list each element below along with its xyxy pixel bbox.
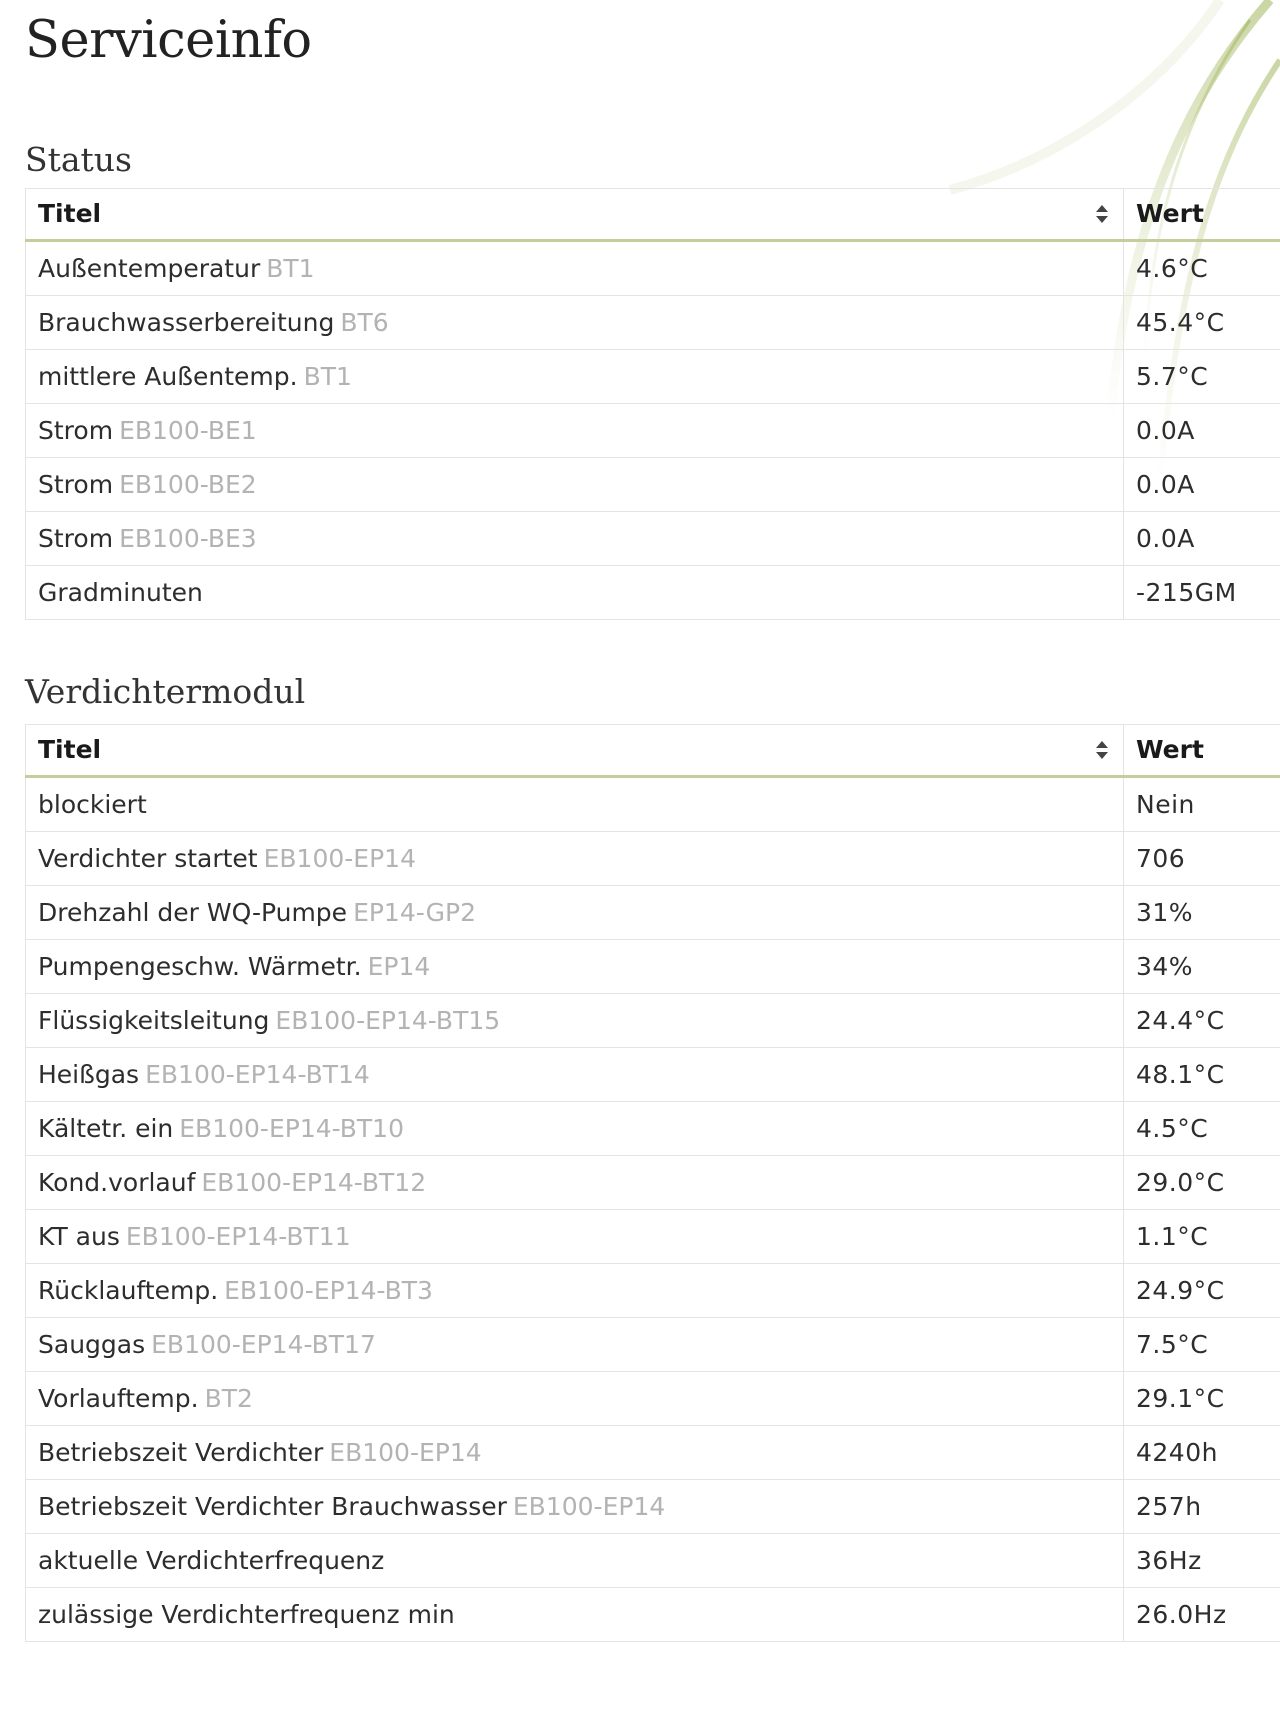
row-title-cell (26, 566, 1124, 620)
sensor-id: EB100-EP14-BT3 (224, 1276, 433, 1305)
sensor-id: EB100-BE2 (119, 470, 257, 499)
table-row (26, 1426, 1280, 1480)
row-title-cell (26, 1264, 1124, 1318)
row-label: Pumpengeschw. Wärmetr. (38, 952, 362, 981)
row-title-cell (26, 1480, 1124, 1534)
sensor-id: EB100-EP14-BT12 (201, 1168, 427, 1197)
row-label: Gradminuten (38, 578, 203, 607)
table-row (26, 1372, 1280, 1426)
row-value: 29.0°C (1124, 1156, 1280, 1210)
table-row (26, 777, 1280, 832)
sensor-id: EB100-EP14-BT11 (125, 1222, 351, 1251)
row-label: Sauggas (38, 1330, 146, 1359)
page-title: Serviceinfo (25, 11, 312, 70)
row-title-cell (26, 832, 1124, 886)
sensor-id: EB100-EP14 (263, 844, 416, 873)
sensor-id: BT2 (204, 1384, 253, 1413)
row-title-cell (26, 1372, 1124, 1426)
sort-icon[interactable] (1095, 739, 1109, 761)
row-value: -215GM (1124, 566, 1280, 620)
row-label: Heißgas (38, 1060, 140, 1089)
row-title-cell (26, 1534, 1124, 1588)
row-title-cell (26, 1048, 1124, 1102)
sensor-id: EB100-EP14-BT10 (179, 1114, 404, 1143)
row-value: 26.0Hz (1124, 1588, 1280, 1642)
status-table-body (26, 241, 1280, 620)
row-label: Betriebszeit Verdichter Brauchwasser (38, 1492, 507, 1521)
table-row (26, 296, 1280, 350)
row-value: 7.5°C (1124, 1318, 1280, 1372)
verdichtermodul-table-body (26, 777, 1280, 1642)
row-value: 0.0A (1124, 512, 1280, 566)
row-title-cell (26, 350, 1124, 404)
sensor-id: EB100-EP14 (512, 1492, 666, 1521)
row-label: KT aus (38, 1222, 120, 1251)
column-header-title-label: Titel (38, 199, 102, 228)
table-header-row (26, 189, 1280, 241)
row-title-cell (26, 994, 1124, 1048)
row-label: mittlere Außentemp. (38, 362, 298, 391)
table-row (26, 241, 1280, 296)
sensor-id: BT1 (303, 362, 352, 391)
row-title-cell (26, 1156, 1124, 1210)
row-value: 34% (1124, 940, 1280, 994)
table-row (26, 1318, 1280, 1372)
row-value: 48.1°C (1124, 1048, 1280, 1102)
row-value: 0.0A (1124, 458, 1280, 512)
table-row (26, 1156, 1280, 1210)
row-value: 4.6°C (1124, 241, 1280, 296)
row-value: Nein (1124, 777, 1280, 832)
table-header-row (26, 725, 1280, 777)
table-row (26, 404, 1280, 458)
row-label: Verdichter startet (38, 844, 258, 873)
row-label: Strom (38, 470, 114, 499)
row-title-cell (26, 512, 1124, 566)
table-row (26, 350, 1280, 404)
row-value: 31% (1124, 886, 1280, 940)
table-row (26, 940, 1280, 994)
sensor-id: EB100-EP14-BT14 (145, 1060, 370, 1089)
column-header-title[interactable] (26, 189, 1124, 241)
column-header-title[interactable] (26, 725, 1124, 777)
row-label: Kond.vorlauf (38, 1168, 196, 1197)
table-row (26, 886, 1280, 940)
sort-icon[interactable] (1095, 203, 1109, 225)
table-row (26, 1210, 1280, 1264)
sensor-id: EP14 (367, 952, 431, 981)
row-label: Rücklauftemp. (38, 1276, 219, 1305)
row-title-cell (26, 241, 1124, 296)
row-title-cell (26, 1318, 1124, 1372)
row-value: 4.5°C (1124, 1102, 1280, 1156)
table-row (26, 1048, 1280, 1102)
row-value: 706 (1124, 832, 1280, 886)
row-label: zulässige Verdichterfrequenz min (38, 1600, 455, 1629)
row-label: aktuelle Verdichterfrequenz (38, 1546, 385, 1575)
row-label: Brauchwasserbereitung (38, 308, 335, 337)
sensor-id: BT1 (266, 254, 315, 283)
row-value: 0.0A (1124, 404, 1280, 458)
row-title-cell (26, 1210, 1124, 1264)
row-value: 5.7°C (1124, 350, 1280, 404)
row-title-cell (26, 886, 1124, 940)
sensor-id: EB100-BE3 (119, 524, 257, 553)
row-value: 29.1°C (1124, 1372, 1280, 1426)
sensor-id: BT6 (340, 308, 389, 337)
row-label: Flüssigkeitsleitung (38, 1006, 270, 1035)
table-row (26, 512, 1280, 566)
row-title-cell (26, 940, 1124, 994)
row-value: 257h (1124, 1480, 1280, 1534)
row-label: Drehzahl der WQ-Pumpe (38, 898, 348, 927)
row-title-cell (26, 296, 1124, 350)
status-table (25, 188, 1280, 620)
column-header-value[interactable]: Wert (1124, 189, 1280, 241)
row-title-cell (26, 1426, 1124, 1480)
row-label: blockiert (38, 790, 147, 819)
table-row (26, 832, 1280, 886)
row-value: 45.4°C (1124, 296, 1280, 350)
section-title-verdichtermodul: Verdichtermodul (25, 672, 306, 711)
table-row (26, 566, 1280, 620)
row-label: Außentemperatur (38, 254, 261, 283)
column-header-title-label: Titel (38, 735, 102, 764)
row-value: 36Hz (1124, 1534, 1280, 1588)
row-title-cell (26, 1588, 1124, 1642)
row-value: 24.4°C (1124, 994, 1280, 1048)
table-row (26, 994, 1280, 1048)
row-label: Betriebszeit Verdichter (38, 1438, 324, 1467)
row-value: 1.1°C (1124, 1210, 1280, 1264)
sensor-id: EB100-EP14-BT15 (275, 1006, 501, 1035)
row-value: 4240h (1124, 1426, 1280, 1480)
table-row (26, 1264, 1280, 1318)
table-row (26, 1534, 1280, 1588)
table-row (26, 1102, 1280, 1156)
column-header-value[interactable]: Wert (1124, 725, 1280, 777)
row-title-cell (26, 1102, 1124, 1156)
sensor-id: EP14-GP2 (353, 898, 477, 927)
row-label: Strom (38, 524, 114, 553)
row-label: Vorlauftemp. (38, 1384, 199, 1413)
row-title-cell (26, 777, 1124, 832)
section-title-status: Status (25, 140, 132, 179)
row-value: 24.9°C (1124, 1264, 1280, 1318)
table-row (26, 1588, 1280, 1642)
row-title-cell (26, 458, 1124, 512)
row-label: Kältetr. ein (38, 1114, 174, 1143)
row-label: Strom (38, 416, 114, 445)
sensor-id: EB100-EP14-BT17 (151, 1330, 376, 1359)
sensor-id: EB100-BE1 (119, 416, 257, 445)
sensor-id: EB100-EP14 (329, 1438, 482, 1467)
row-title-cell (26, 404, 1124, 458)
table-row (26, 1480, 1280, 1534)
table-row (26, 458, 1280, 512)
verdichtermodul-table (25, 724, 1280, 1642)
